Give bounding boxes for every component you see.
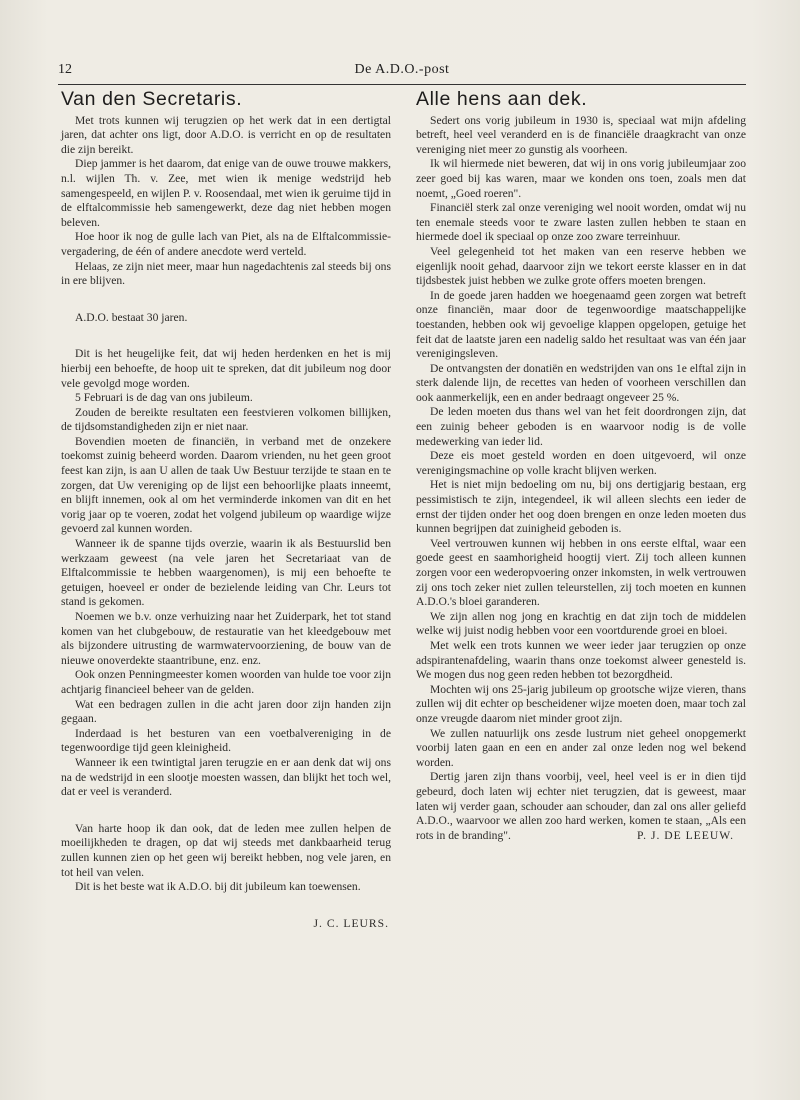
paragraph: Het is niet mijn bedoeling om nu, bij ons dertigjarig bestaan, erg pessimistisch te zijn, integendeel, ik wil alleen slechts een ieder de ernst der tijden onder het oog doen brengen en onze leden moeten dus kunnen begrijpen dat zuinigheid geboden is. — [416, 478, 746, 536]
paragraph: Dertig jaren zijn thans voorbij, veel, heel veel is er in dien tijd gebeurd, doch laten wij echter niet terugzien, dat is geweest, maar laten wij verder gaan, schouder aan schouder, dan zal ons aller geliefd A.D.O., waarvoor we allen zoo hard werken, komen te staan, „Als een rots in de branding". — [416, 770, 746, 842]
paragraph: Inderdaad is het besturen van een voetbalvereniging in de tegenwoordige tijd geen kleinigheid. — [61, 726, 391, 755]
paragraph: Financiël sterk zal onze vereniging wel nooit worden, omdat wij nu ten enemale steeds voor te zware lasten zullen hebben te staan en hiermede doel ik speciaal op onze zoo zware terreinhuur. — [416, 201, 746, 244]
paragraph: Zouden de bereikte resultaten een feestvieren volkomen billijken, de tijdsomstandigheden zijn er niet naar. — [61, 405, 391, 434]
paragraph: De leden moeten dus thans wel van het feit doordrongen zijn, dat een zuinig beheer geboden is en waarvoor nodig is de volle medewerking van ieder lid. — [416, 405, 746, 448]
paragraph: Dit is het heugelijke feit, dat wij heden herdenken en het is mij hierbij een behoefte, de hoop uit te spreken, dat dit jubileum nog door vele gevolgd moge worden. — [61, 347, 391, 390]
paragraph: Diep jammer is het daarom, dat enige van de ouwe trouwe makkers, n.l. wijlen Th. v. Zee, met wien ik menige wedstrijd heb samengespeeld, en wijlen P. v. Roosendaal, met wien ik geruime tijd in de elftalcommissie heb samengewerkt, deze dag niet hebben mogen beleven. — [61, 157, 391, 229]
paragraph: Wanneer ik de spanne tijds overzie, waarin ik als Bestuurslid ben werkzaam geweest (na vele jaren het Secretariaat van de Elftalcommissie te hebben waargenomen), is mij een behoefte te getuigen, hoeveel er onder de bezielende leiding van Chr. Leurs tot stand is gekomen. — [61, 537, 391, 609]
article-title: Alle hens aan dek. — [416, 88, 588, 110]
paragraph: Deze eis moet gesteld worden en doen uitgevoerd, wil onze verenigingsmachine op volle kracht blijven werken. — [416, 449, 746, 477]
paragraph: Wat een bedragen zullen in die acht jaren door zijn handen zijn gegaan. — [61, 697, 391, 726]
paragraph: Mochten wij ons 25-jarig jubileum op grootsche wijze vieren, thans zullen wij dit echter op bescheidener wijze moeten doen, maar toch zal onze vreugde daarom niet minder groot zijn. — [416, 682, 746, 725]
paragraph: Sedert ons vorig jubileum in 1930 is, speciaal wat mijn afdeling betreft, heel veel veranderd en is de financiële draagkracht van onze vereniging niet meer zo gunstig als voorheen. — [416, 113, 746, 156]
page-number: 12 — [58, 62, 72, 77]
paragraph: De ontvangsten der donatiën en wedstrijden van ons 1e elftal zijn in sterk dalende lijn, de recettes van heden of voorheen verschillen dan ook aanmerkelijk, een en ander bedraagt ongeveer 25 %. — [416, 361, 746, 404]
paragraph: Bovendien moeten de financiën, in verband met de onzekere toekomst zuinig beheerd worden. Daarom vrienden, nu het geen groot feest kan zijn, is aan U allen de taak Uw Bestuur terzijde te staan en te zorgen, dat Uw vereniging op de lijst een behoorlijke plaats inneemt, en blijft innemen, ook al om het verminderde inkomen van dit en het vorig jaar op te voeren, zodat het volgend jubileum op waardige wijze gevoerd zal kunnen worden. — [61, 434, 391, 536]
page-header — [58, 62, 746, 84]
paragraph: A.D.O. bestaat 30 jaren. — [75, 310, 188, 324]
article-title: Van den Secretaris. — [61, 88, 243, 110]
paragraph: Van harte hoop ik dan ook, dat de leden mee zullen helpen de moeilijkheden te dragen, op dat wij steeds met dankbaarheid terug zullen kunnen zien op het geen wij bereikt hebben, nog vele jaren, en tot heil van velen. — [61, 821, 391, 879]
paragraph: In de goede jaren hadden we hoegenaamd geen zorgen wat betreft onze financiën, maar door de tegenwoordige maatschappelijke toestanden, hebben ook wij gevoelige klappen opgelopen, getuige het feit dat de laatste jaren een nadelig saldo het resultaat was van één jaar verenigingsleven. — [416, 288, 746, 361]
paragraph: Hoe hoor ik nog de gulle lach van Piet, als na de Elftalcommissie-vergadering, de één of andere anecdote werd verteld. — [61, 230, 391, 258]
paragraph: Noemen we b.v. onze verhuizing naar het Zuiderpark, het tot stand komen van het clubgebouw, de restauratie van het kleedgebouw met als bijzondere uitrusting de warmwatervoorziening, de bouw van de nieuwe onoverdekte staantribune, enz. enz. — [61, 610, 391, 667]
paragraph: Veel vertrouwen kunnen wij hebben in ons eerste elftal, waar een goede geest en saamhorigheid hoogtij viert. Zij toch alleen kunnen zorgen voor een wederopvoering onzer inkomsten, in welk vertrouwen zij ons toch zeker niet zullen teleurstellen, zij toch moeten en kunnen A.D.O.'s bloei garanderen. — [416, 536, 746, 609]
paragraph: Met trots kunnen wij terugzien op het werk dat in een dertigtal jaren, dat achter ons ligt, door A.D.O. is verricht en op de resultaten die zijn bereikt. — [61, 113, 391, 156]
magazine-title: De A.D.O.-post — [354, 62, 450, 77]
paragraph: Veel gelegenheid tot het maken van een reserve hebben we eigenlijk nooit gehad, daarvoor zijn we tekort eerste klasser en in dat tijdsbestek juist hebben we zulke grote offers moeten brengen. — [416, 244, 746, 288]
paragraph: Wanneer ik een twintigtal jaren terugzie en er aan denk dat wij ons na de wedstrijd in een slootje moesten wassen, dan blijkt het toch wel, dat er veel is veranderd. — [61, 755, 391, 799]
paragraph: Dit is het beste wat ik A.D.O. bij dit jubileum kan toewensen. — [75, 880, 361, 894]
article-alle-hens — [416, 88, 746, 843]
paragraph: Met welk een trots kunnen we weer ieder jaar terugzien op onze adspirantenafdeling, waarin thans onze toekomst alweer genesteld is. We mogen dus nog geen reden hebben tot bezorgdheid. — [416, 638, 746, 682]
paragraph: We zijn allen nog jong en krachtig en dat zijn toch de middelen welke wij juist nodig hebben voor een voortdurende groei en bloei. — [416, 609, 746, 638]
paragraph: Ik wil hiermede niet beweren, dat wij in ons vorig jubileumjaar zoo zeer goed bij kas waren, maar we konden ons toen, zoals men dat noemt, „Goed roeren". — [416, 157, 746, 200]
paragraph: We zullen natuurlijk ons zesde lustrum niet geheel onopgemerkt voorbij laten gaan en een en ander zal onze leden nog wel bekend worden. — [416, 726, 746, 769]
paragraph: Helaas, ze zijn niet meer, maar hun nagedachtenis zal steeds bij ons in ere blijven. — [61, 259, 391, 288]
paragraph: 5 Februari is de dag van ons jubileum. — [75, 391, 253, 405]
signature: J. C. LEURS. — [313, 916, 389, 930]
signature: P. J. DE LEEUW. — [636, 828, 734, 842]
paragraph: Ook onzen Penningmeester komen woorden van hulde toe voor zijn achtjarig financieel beheer van de gelden. — [61, 668, 391, 696]
header-rule — [58, 84, 746, 85]
article-secretaris — [61, 88, 391, 931]
